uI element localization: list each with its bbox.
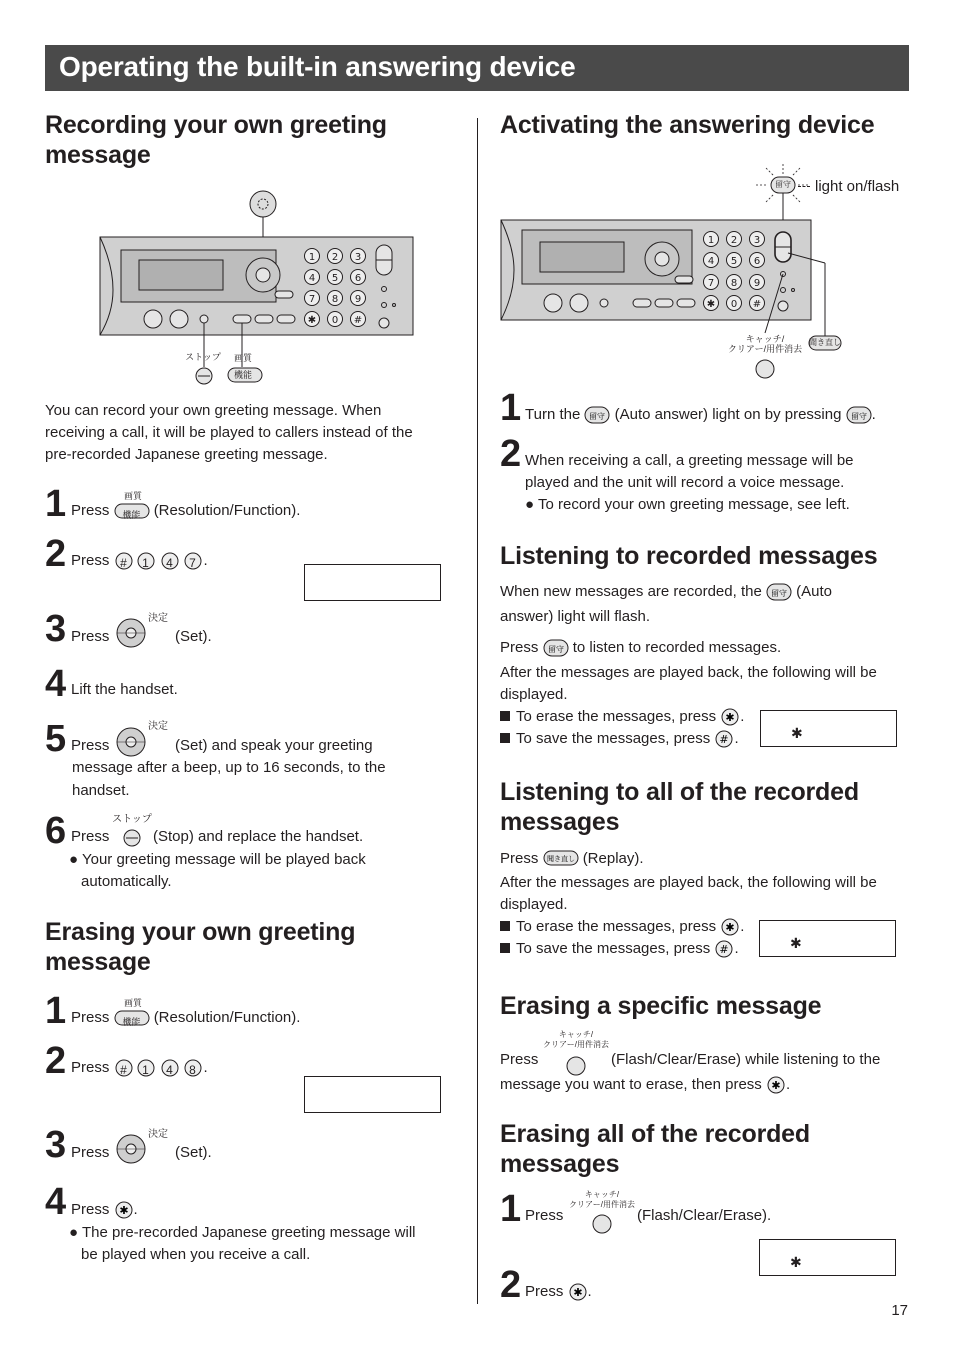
flash-key-label: キャッチ/ クリアー/用件消去 — [569, 1190, 635, 1209]
step-text: (Set). — [175, 628, 212, 645]
lcd-display — [304, 1076, 441, 1113]
star-key — [568, 1282, 588, 1302]
activating-title: Activating the answering device — [500, 111, 875, 139]
step-text: message after a beep, up to 16 seconds, to the — [72, 759, 386, 776]
step-text: Press ✱ . — [525, 1280, 592, 1303]
svg-text:8: 8 — [331, 294, 339, 305]
svg-text:留守: 留守 — [547, 645, 564, 655]
step-text: Turn the 留守 (Auto answer) light on by pressing 留守 . — [525, 403, 876, 426]
erase-specific-text-cont: message you want to erase, then press ✱ . — [500, 1074, 790, 1096]
hash-key — [714, 939, 734, 959]
step-text: Press — [71, 1144, 110, 1161]
step-text: Press 機能 (Resolution/Function). — [71, 1009, 301, 1028]
resolution-key-label: 機能 — [233, 370, 252, 380]
svg-text:9: 9 — [354, 294, 362, 305]
listening-all-title: Listening to all of the recorded messages — [500, 778, 859, 836]
step-text: Press — [71, 737, 110, 754]
stop-key-label: ストップ — [185, 352, 221, 362]
step-number: 1 — [500, 1188, 522, 1230]
bullet-item: automatically. — [81, 873, 172, 890]
lcd-display: ✱ — [760, 710, 897, 747]
step-text: (Set). — [175, 1144, 212, 1161]
step-text: (Stop) and replace the handset. — [153, 828, 364, 845]
step-number: 1 — [500, 387, 522, 429]
replay-key — [543, 849, 579, 869]
svg-text:9: 9 — [753, 278, 761, 289]
header-banner — [45, 45, 909, 91]
four-key: 4 — [158, 551, 182, 571]
bullet-item: ● To record your own greeting message, see left. — [525, 496, 850, 513]
listening-all-erase-option: To erase the messages, press ✱ . — [500, 916, 744, 938]
key-top-label: 決定 — [148, 613, 168, 624]
star-key — [114, 1200, 134, 1220]
page-title: Operating the built-in answering device — [59, 51, 576, 82]
eight-key: 8 — [182, 1058, 204, 1078]
flash-key-label: キャッチ/ クリアー/用件消去 — [727, 334, 803, 354]
listening-all-save-option: To save the messages, press # . — [500, 938, 739, 960]
listening-p1: When new messages are recorded, the 留守 (Auto — [500, 581, 832, 603]
svg-text:4: 4 — [308, 273, 316, 284]
seven-key: 7 — [182, 551, 204, 571]
star-key — [766, 1075, 786, 1095]
set-dial-icon — [115, 726, 147, 758]
step-number: 3 — [45, 608, 67, 650]
listening-save-option: To save the messages, press # . — [500, 728, 739, 750]
page-number: 17 — [891, 1302, 908, 1319]
step-text: (Flash/Clear/Erase). — [637, 1207, 772, 1224]
bullet-item: ● Your greeting message will be played back — [69, 851, 366, 868]
set-dial-icon — [115, 617, 147, 649]
svg-text:4: 4 — [707, 256, 715, 267]
flash-key-label: キャッチ/ クリアー/用件消去 — [543, 1030, 609, 1049]
svg-text:0: 0 — [730, 299, 738, 310]
svg-text:#: # — [752, 299, 762, 310]
step-text: Press ✱ . — [71, 1198, 138, 1221]
svg-text:✱: ✱ — [572, 1286, 583, 1300]
listening-title: Listening to recorded messages — [500, 542, 878, 570]
svg-text:3: 3 — [354, 252, 362, 263]
svg-text:3: 3 — [753, 235, 761, 246]
resolution-function-key: 機能 — [114, 1010, 150, 1026]
auto-answer-key — [584, 405, 610, 425]
set-dial-icon — [115, 1133, 147, 1165]
step-number: 2 — [45, 1040, 67, 1082]
erase-specific-text: (Flash/Clear/Erase) while listening to the — [611, 1051, 881, 1068]
listening-erase-option: To erase the messages, press ✱ . — [500, 706, 744, 728]
svg-text:6: 6 — [753, 256, 761, 267]
star-key — [720, 917, 740, 937]
key-top-label: 決定 — [148, 721, 168, 732]
step-text: Press — [71, 828, 110, 845]
svg-text:✱: ✱ — [725, 921, 735, 935]
lcd-display: ✱ — [759, 1239, 896, 1276]
svg-text:✱: ✱ — [307, 315, 317, 326]
hash-key: # — [114, 1058, 134, 1078]
erase-specific-title: Erasing a specific message — [500, 992, 822, 1020]
svg-text:5: 5 — [331, 273, 339, 284]
step-text: Lift the handset. — [71, 681, 178, 698]
step-text: When receiving a call, a greeting message will be — [525, 452, 854, 469]
svg-text:✱: ✱ — [118, 1204, 129, 1218]
svg-text:#: # — [719, 943, 730, 957]
one-key: 1 — [134, 551, 158, 571]
resolution-function-key: 機能 — [114, 503, 150, 519]
step-text: Press # 1 4 7 . — [71, 552, 208, 571]
answer-key-label: 留守 — [775, 180, 791, 189]
hash-key — [714, 729, 734, 749]
recording-intro: You can record your own greeting message. When receiving a call, it will be played to callers instead of the pre-recorded Japanese greeting message. — [45, 402, 413, 463]
svg-text:0: 0 — [331, 315, 339, 326]
listening-p3: After the messages are played back, the following will be displayed. — [500, 664, 877, 703]
column-divider — [477, 118, 478, 1304]
svg-text:8: 8 — [730, 278, 738, 289]
svg-text:✱: ✱ — [771, 1079, 781, 1093]
step-number: 3 — [45, 1124, 67, 1166]
auto-answer-key — [766, 582, 792, 602]
step-number: 2 — [45, 533, 67, 575]
step-text: Press # 1 4 8 . — [71, 1059, 208, 1078]
svg-text:✱: ✱ — [706, 299, 716, 310]
step-text: handset. — [72, 782, 130, 799]
erasing-title: Erasing your own greeting message — [45, 918, 356, 976]
svg-text:2: 2 — [331, 252, 339, 263]
step-text: Press — [525, 1207, 564, 1224]
light-on-flash-label: light on/flash — [815, 178, 900, 195]
listening-p2: Press 留守 to listen to recorded messages. — [500, 637, 781, 659]
svg-text:#: # — [353, 315, 363, 326]
light-label-leader — [798, 186, 810, 187]
listening-all-p2: After the messages are played back, the following will be displayed. — [500, 874, 877, 913]
step-number: 1 — [45, 990, 67, 1032]
erase-all-title: Erasing all of the recorded messages — [500, 1120, 810, 1178]
step-text: played and the unit will record a voice message. — [525, 474, 845, 491]
listening-all-p1: Press 聞き直し (Replay). — [500, 848, 644, 870]
resolution-key-top-label: 画質 — [233, 353, 252, 363]
step-number: 1 — [45, 483, 67, 525]
replay-key-label: 聞き直し — [809, 338, 841, 347]
bullet-item: ● The pre-recorded Japanese greeting message will — [69, 1224, 416, 1241]
auto-answer-key — [846, 405, 872, 425]
svg-text:5: 5 — [730, 256, 738, 267]
step-text: Press 機能 (Resolution/Function). — [71, 502, 301, 521]
four-key: 4 — [158, 1058, 182, 1078]
lcd-display: ✱ — [759, 920, 896, 957]
svg-text:2: 2 — [730, 235, 738, 246]
step-number: 5 — [45, 718, 67, 760]
svg-text:1: 1 — [707, 235, 715, 246]
svg-text:7: 7 — [308, 294, 316, 305]
svg-text:✱: ✱ — [725, 711, 735, 725]
svg-text:1: 1 — [308, 252, 316, 263]
key-top-label: 決定 — [148, 1129, 168, 1140]
svg-text:留守: 留守 — [589, 412, 606, 422]
key-top-label: 画質 — [123, 998, 142, 1008]
step-text: Press — [71, 628, 110, 645]
step-number: 4 — [45, 1181, 67, 1223]
step-text: (Set) and speak your greeting — [175, 737, 373, 754]
svg-text:留守: 留守 — [850, 412, 867, 422]
svg-text:#: # — [719, 733, 730, 747]
recording-title: Recording your own greeting message — [45, 111, 387, 169]
hash-key: # — [114, 551, 134, 571]
svg-text:7: 7 — [707, 278, 715, 289]
key-top-label: ストップ — [112, 814, 152, 825]
flash-clear-erase-key-icon — [591, 1213, 613, 1235]
auto-answer-key — [543, 638, 569, 658]
step-number: 6 — [45, 810, 67, 852]
step-number: 2 — [500, 1264, 522, 1306]
erase-specific-press: Press — [500, 1051, 539, 1068]
svg-text:6: 6 — [354, 273, 362, 284]
svg-text:留守: 留守 — [770, 589, 787, 599]
one-key: 1 — [134, 1058, 158, 1078]
listening-p1-cont: answer) light will flash. — [500, 608, 651, 625]
step-number: 4 — [45, 663, 67, 705]
star-key — [720, 707, 740, 727]
lcd-display — [304, 564, 441, 601]
stop-key-icon — [122, 828, 142, 848]
step-number: 2 — [500, 433, 522, 475]
bullet-item: be played when you receive a call. — [81, 1246, 311, 1263]
key-top-label: 画質 — [123, 491, 142, 501]
svg-text:聞き直し: 聞き直し — [546, 855, 575, 864]
